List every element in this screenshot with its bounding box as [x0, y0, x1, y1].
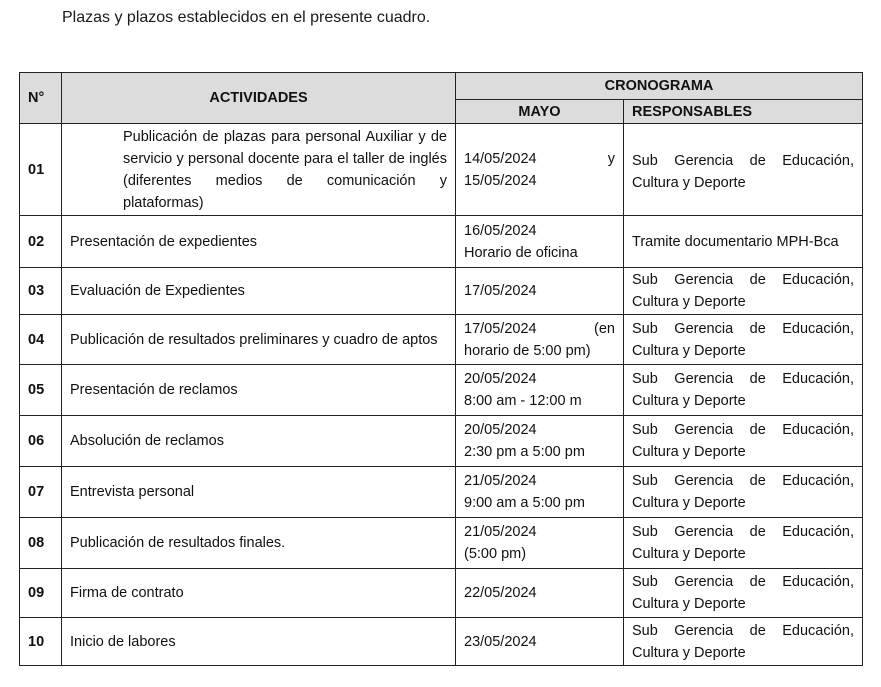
table-row: [20, 518, 863, 569]
date-line-2: 8:00 am - 12:00 m: [464, 393, 582, 409]
row-number: 04: [20, 315, 62, 365]
row-activity: Evaluación de Expedientes: [62, 268, 456, 315]
table-row: [20, 569, 863, 618]
date-line-1: 20/05/2024: [464, 371, 537, 387]
date-line-1: 17/05/2024: [464, 283, 537, 299]
date-line-2: (5:00 pm): [464, 546, 527, 562]
row-date: [456, 618, 624, 666]
row-responsable: Sub Gerencia de Educación, Cultura y Deporte: [624, 618, 863, 666]
date-line-2: 9:00 am a 5:00 pm: [464, 495, 585, 511]
row-responsable: Sub Gerencia de Educación, Cultura y Deporte: [624, 315, 863, 365]
date-line-2: 2:30 pm a 5:00 pm: [464, 444, 585, 460]
table-row: [20, 315, 863, 365]
row-number: 03: [20, 268, 62, 315]
date-line-1: 23/05/2024: [464, 633, 537, 650]
table-row: [20, 618, 863, 666]
date-line-1: 16/05/2024: [464, 222, 537, 239]
date-line-1: 20/05/2024: [464, 422, 537, 438]
row-responsable: Sub Gerencia de Educación, Cultura y Deporte: [624, 124, 863, 216]
row-number: 05: [20, 365, 62, 416]
table-row: [20, 216, 863, 268]
date-line-1: 17/05/2024: [464, 320, 537, 337]
row-activity: Firma de contrato: [62, 569, 456, 618]
row-number: 08: [20, 518, 62, 569]
row-number: 07: [20, 467, 62, 518]
row-date: [456, 416, 624, 467]
row-date: [456, 216, 624, 268]
row-activity: Publicación de plazas para personal Auxiliar y de servicio y personal docente para el taller de inglés (diferentes medios de comunicación y plataformas): [62, 124, 456, 216]
date-line-2: Horario de oficina: [464, 244, 578, 261]
date-line-1-suffix: y: [607, 150, 615, 167]
row-number: 10: [20, 618, 62, 666]
header-responsables: RESPONSABLES: [624, 100, 863, 124]
row-responsable: Sub Gerencia de Educación, Cultura y Deporte: [624, 518, 863, 569]
row-activity: Presentación de reclamos: [62, 365, 456, 416]
date-line-2: 15/05/2024: [464, 172, 537, 189]
row-activity: Publicación de resultados finales.: [62, 518, 456, 569]
row-responsable: Sub Gerencia de Educación, Cultura y Deporte: [624, 268, 863, 315]
table-row: [20, 124, 863, 216]
row-responsable: Tramite documentario MPH-Bca: [624, 216, 863, 268]
row-activity: Publicación de resultados preliminares y cuadro de aptos: [62, 315, 456, 365]
header-cronograma: CRONOGRAMA: [456, 73, 863, 100]
row-number: 09: [20, 569, 62, 618]
date-line-1: 21/05/2024: [464, 473, 537, 489]
header-mayo: MAYO: [456, 100, 624, 124]
table-row: [20, 268, 863, 315]
date-line-1: 22/05/2024: [464, 585, 537, 601]
row-activity: Inicio de labores: [62, 618, 456, 666]
row-responsable: Sub Gerencia de Educación, Cultura y Deporte: [624, 569, 863, 618]
date-line-1-suffix: (en: [594, 320, 615, 337]
header-actividades: ACTIVIDADES: [62, 73, 456, 124]
row-activity: Absolución de reclamos: [62, 416, 456, 467]
row-responsable: Sub Gerencia de Educación, Cultura y Deporte: [624, 365, 863, 416]
intro-text: Plazas y plazos establecidos en el presente cuadro.: [62, 9, 431, 26]
row-date: [456, 124, 624, 216]
row-activity: Presentación de expedientes: [62, 216, 456, 268]
row-number: 01: [20, 124, 62, 216]
row-date: [456, 315, 624, 365]
row-responsable: Sub Gerencia de Educación, Cultura y Deporte: [624, 416, 863, 467]
date-line-1: 14/05/2024: [464, 150, 537, 167]
row-number: 06: [20, 416, 62, 467]
row-responsable: Sub Gerencia de Educación, Cultura y Deporte: [624, 467, 863, 518]
cronograma-table: [19, 72, 863, 666]
table-row: [20, 365, 863, 416]
row-date: [456, 569, 624, 618]
row-date: [456, 467, 624, 518]
date-line-2: horario de 5:00 pm): [464, 342, 591, 359]
row-activity: Entrevista personal: [62, 467, 456, 518]
row-date: [456, 268, 624, 315]
row-date: [456, 365, 624, 416]
row-date: [456, 518, 624, 569]
row-number: 02: [20, 216, 62, 268]
table-row: [20, 467, 863, 518]
table-row: [20, 416, 863, 467]
header-num: N°: [20, 73, 62, 124]
date-line-1: 21/05/2024: [464, 524, 537, 540]
